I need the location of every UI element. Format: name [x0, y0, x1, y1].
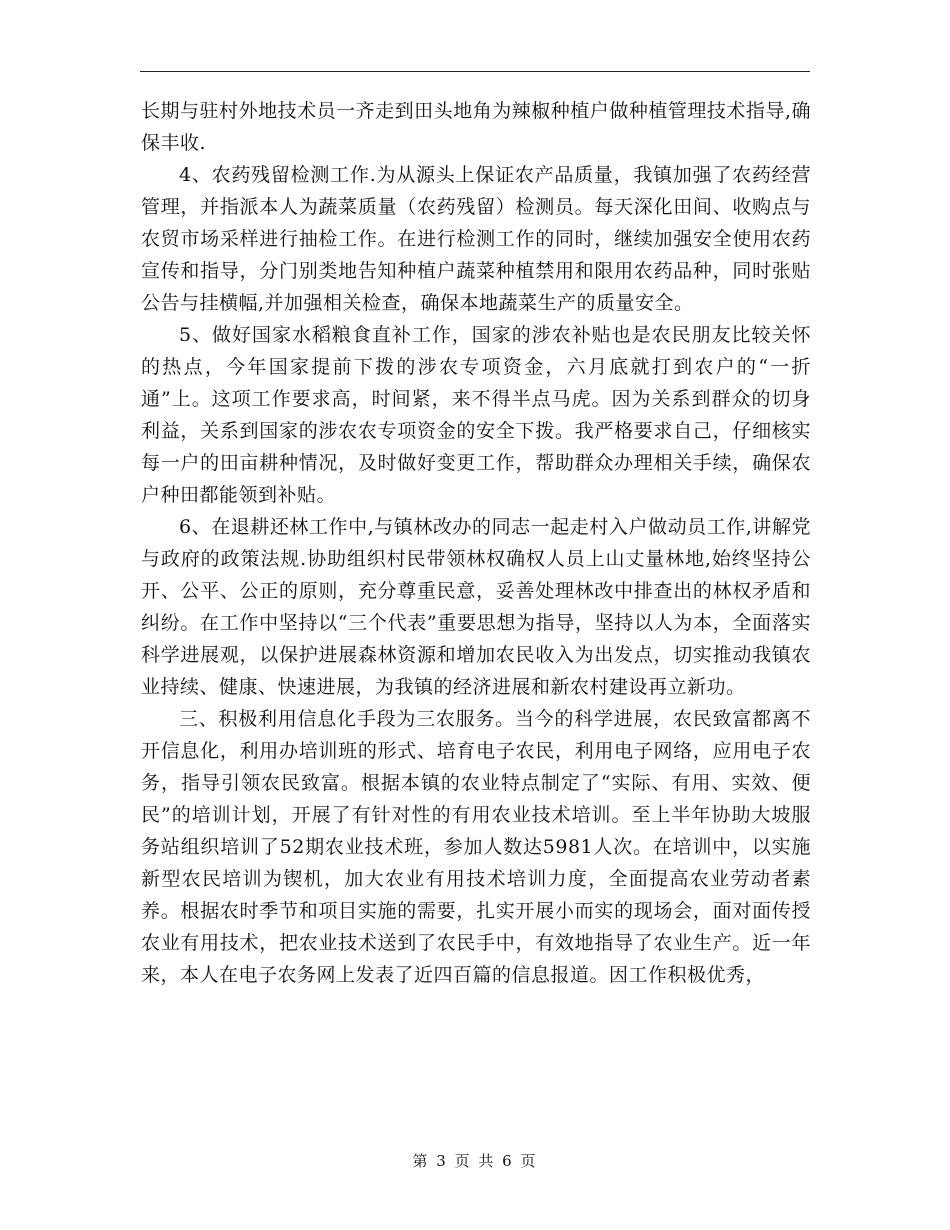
paragraph-4: 6、在退耕还林工作中,与镇林改办的同志一起走村入户做动员工作,讲解党与政府的政策法规.协助组织村民带领林权确权人员上山丈量林地,始终坚持公开、公平、公正的原则，充分尊重民意，妥善处理林改中排查出的林权矛盾和纠纷。在工作中坚持以“三个代表”重要思想为指导，坚持以人为本，全面落实科学进展观，以保护进展森林资源和增加农民收入为出发点，切实推动我镇农业持续、健康、快速进展，为我镇的经济进展和新农村建设再立新功。	[141, 516, 811, 698]
paragraph-2: 4、农药残留检测工作.为从源头上保证农产品质量，我镇加强了农药经营管理，并指派本人为蔬菜质量（农药残留）检测员。每天深化田间、收购点与农贸市场采样进行抽检工作。在进行检测工作的同时，继续加强安全使用农药宣传和指导，分门别类地告知种植户蔬菜种植禁用和限用农药品种，同时张贴公告与挂横幅,并加强相关检查，确保本地蔬菜生产的质量安全。	[141, 164, 811, 314]
header-rule	[140, 71, 810, 72]
paragraph-3: 5、做好国家水稻粮食直补工作，国家的涉农补贴也是农民朋友比较关怀的热点，今年国家提前下拨的涉农专项资金，六月底就打到农户的“一折通”上。这项工作要求高，时间紧，来不得半点马虎。因为关系到群众的切身利益，关系到国家的涉农农专项资金的安全下拨。我严格要求自己，仔细核实每一户的田亩耕种情况，及时做好变更工作，帮助群众办理相关手续，确保农户种田都能领到补贴。	[141, 324, 811, 506]
paragraph-1: 长期与驻村外地技术员一齐走到田头地角为辣椒种植户做种植管理技术指导,确保丰收.	[141, 100, 811, 154]
document-body	[141, 95, 811, 991]
page-number-footer: 第 3 页 共 6 页	[412, 1152, 538, 1170]
paragraph-5: 三、积极利用信息化手段为三农服务。当今的科学进展，农民致富都离不开信息化，利用办培训班的形式、培育电子农民，利用电子网络，应用电子农务，指导引领农民致富。根据本镇的农业特点制定了“实际、有用、实效、便民”的培训计划，开展了有针对性的有用农业技术培训。至上半年协助大坡服务站组织培训了52期农业技术班，参加人数达5981人次。在培训中，以实施新型农民培训为锲机，加大农业有用技术培训力度，全面提高农业劳动者素养。根据农时季节和项目实施的需要，扎实开展小而实的现场会，面对面传授农业有用技术，把农业技术送到了农民手中，有效地指导了农业生产。近一年来，本人在电子农务网上发表了近四百篇的信息报道。因工作积极优秀，	[141, 708, 811, 986]
